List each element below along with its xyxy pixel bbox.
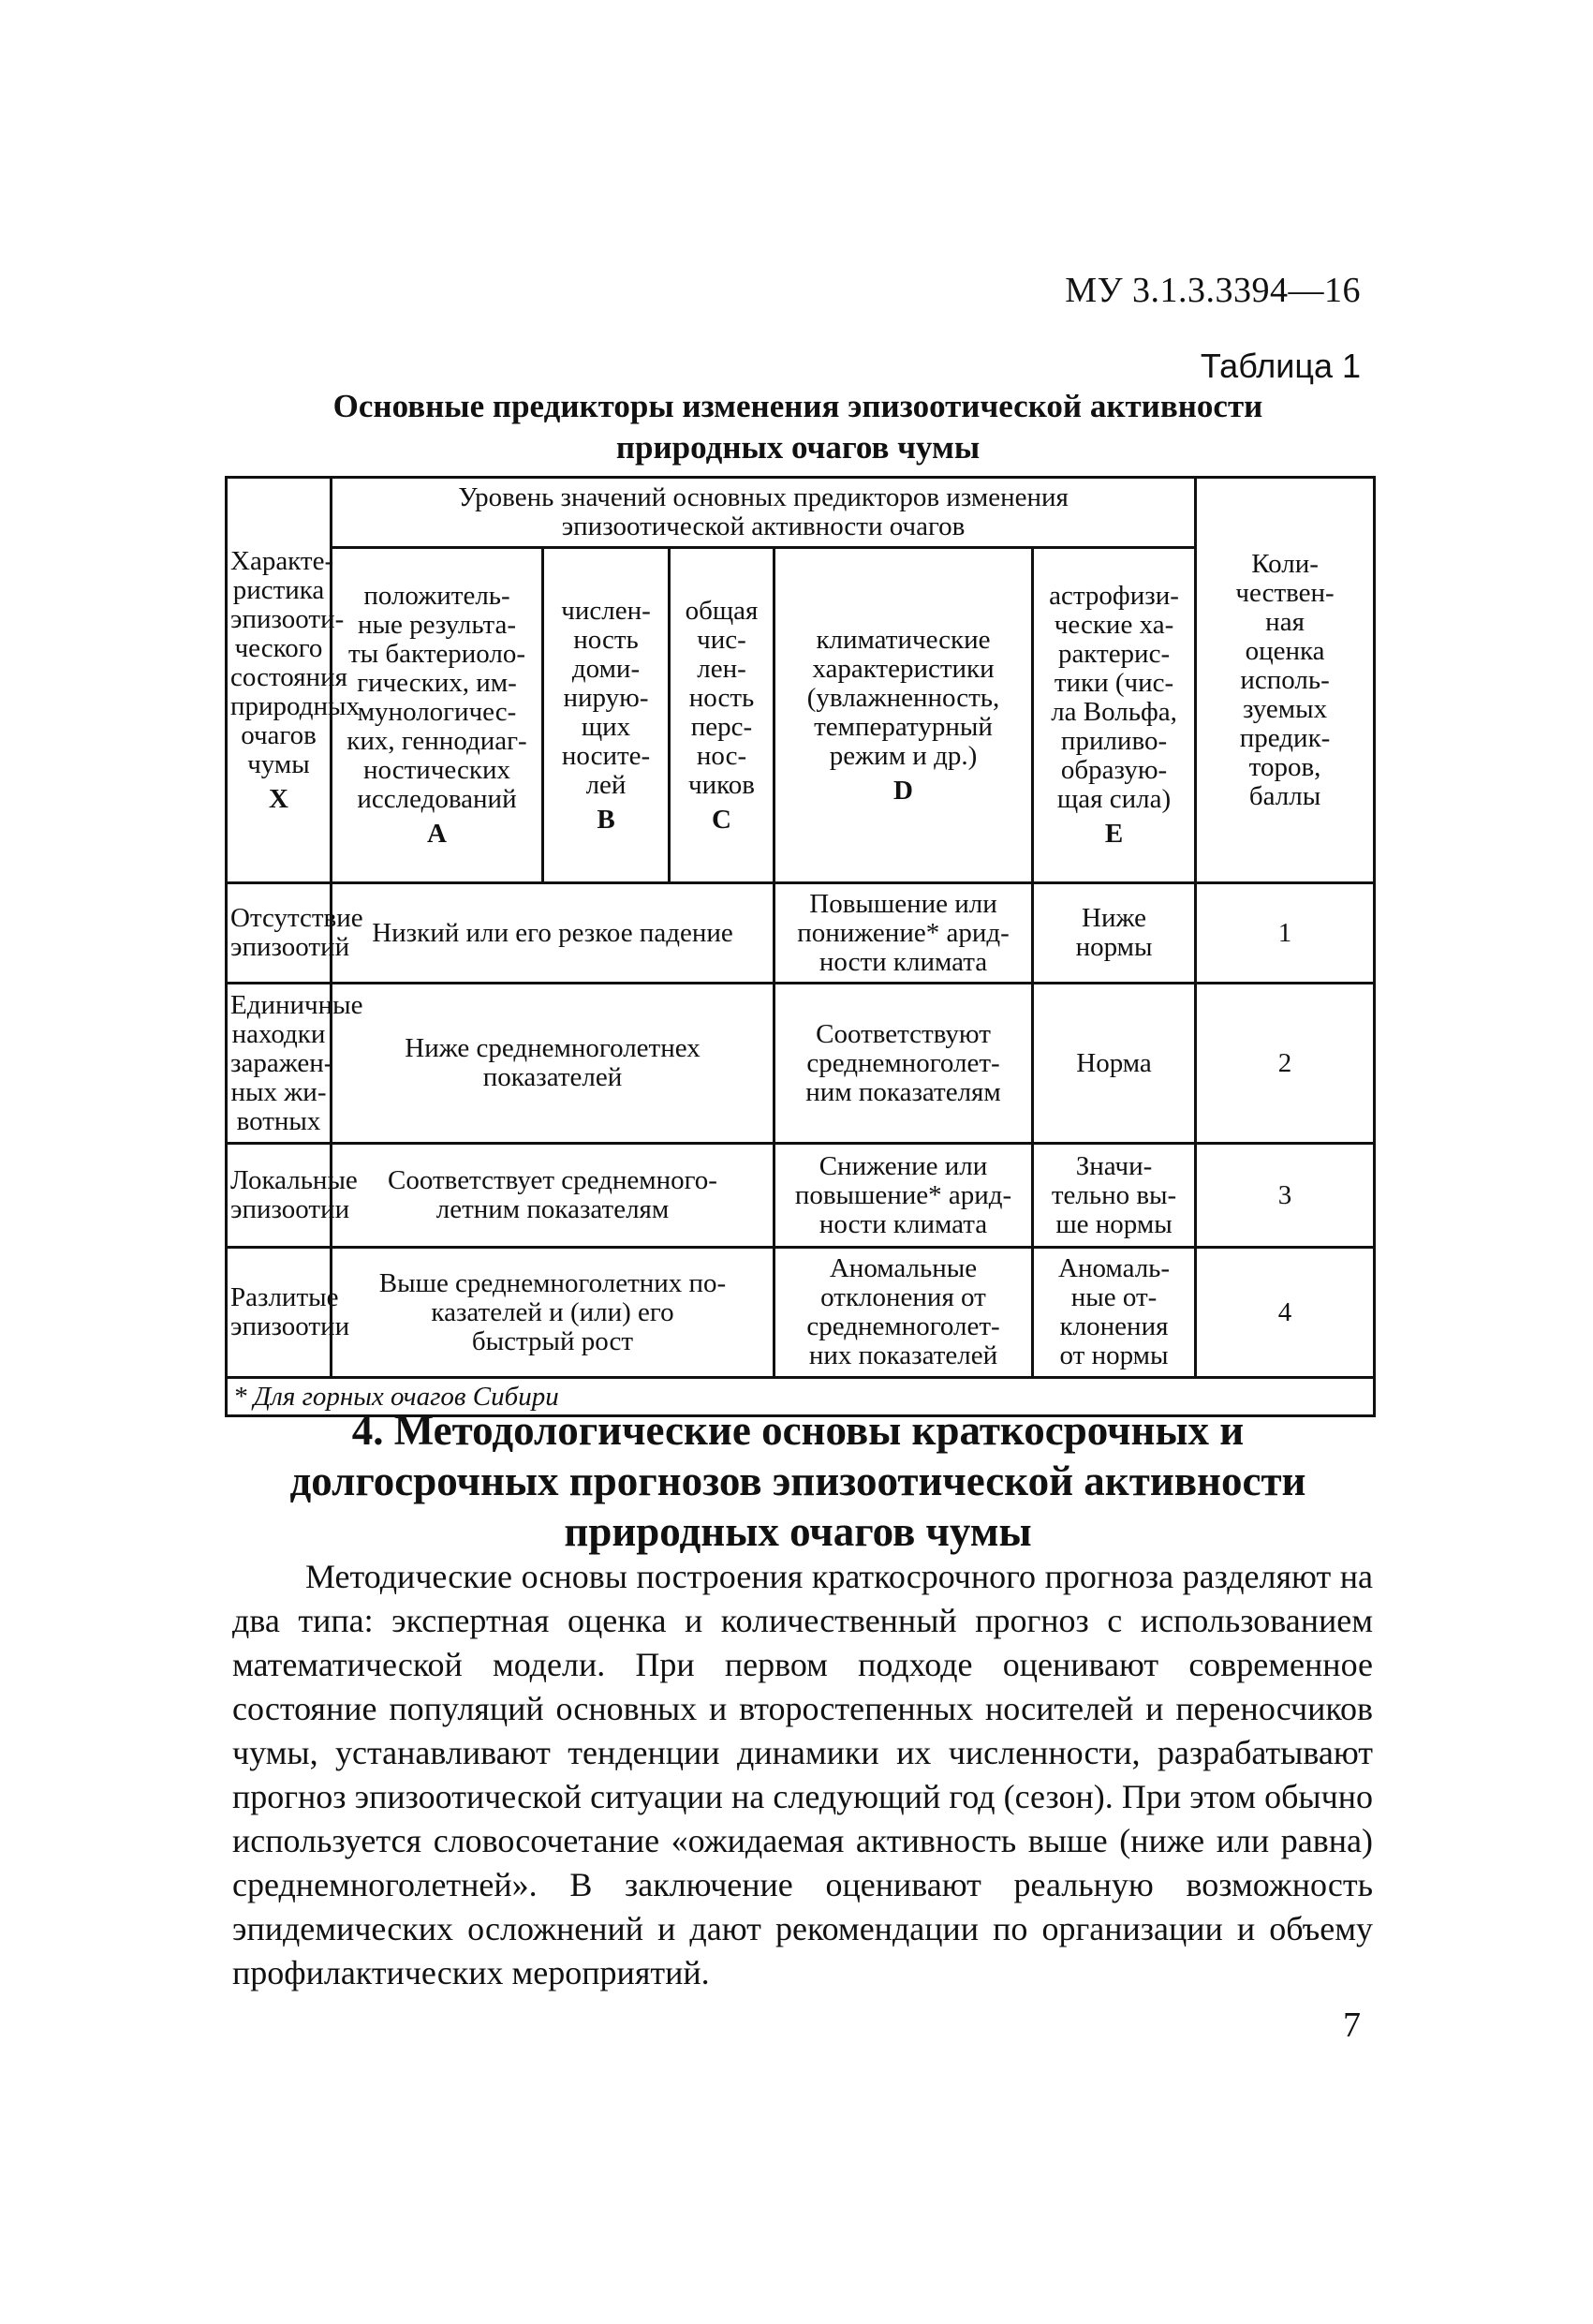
header-cell-b (543, 548, 670, 883)
cell-climate: Аномальные отклонения от среднемноголет- них показателей (774, 1248, 1033, 1378)
header-x-text: Характе- ристика эпизооти- ческого состояния природных очагов чумы (230, 545, 360, 779)
table-header-row (227, 478, 1375, 548)
cell-climate: Снижение или повышение* арид- ности климата (774, 1144, 1033, 1248)
header-cell-x (227, 478, 360, 883)
header-cell-score: Коли- чествен- ная оценка исполь- зуемых предик- торов, баллы (1196, 478, 1375, 883)
cell-abc: Низкий или его резкое падение (332, 883, 774, 984)
cell-state: Отсутствие эпизоотий (227, 883, 332, 984)
table-label: Таблица 1 (1200, 347, 1361, 385)
predictors-table (225, 476, 1376, 1417)
cell-score: 2 (1196, 984, 1375, 1144)
header-d-text: климатические характеристики (увлажненность, температурный режим и др.) (806, 624, 1000, 771)
cell-score: 4 (1196, 1248, 1375, 1378)
cell-abc: Соответствует среднемного- летним показателям (332, 1144, 774, 1248)
cell-state: Единичные находки заражен- ных жи- вотных (227, 984, 332, 1144)
cell-astro: Ниже нормы (1033, 883, 1196, 984)
cell-astro: Значи- тельно вы- ше нормы (1033, 1144, 1196, 1248)
cell-astro: Норма (1033, 984, 1196, 1144)
cell-score: 3 (1196, 1144, 1375, 1248)
cell-climate: Повышение или понижение* арид- ности климата (774, 883, 1033, 984)
document-code: МУ 3.1.3.3394—16 (1065, 271, 1361, 310)
column-letter-d: D (893, 775, 913, 806)
cell-astro: Аномаль- ные от- клонения от нормы (1033, 1248, 1196, 1378)
column-letter-e: E (1104, 819, 1124, 849)
column-letter-a: A (427, 819, 447, 849)
table-row (227, 1248, 1375, 1378)
cell-score: 1 (1196, 883, 1375, 984)
cell-climate: Соответствуют среднемноголет- ним показателям (774, 984, 1033, 1144)
section-heading: 4. Методологические основы краткосрочных и долгосрочных прогнозов эпизоотической активности природных очагов чумы (289, 1407, 1306, 1555)
section-paragraph: Методические основы построения краткосрочного прогноза разделяют на два типа: экспертная оценка и количественный прогноз с использованием математической модели. При первом подходе оценивают современное состояние популяций основных и второстепенных носителей и переносчиков чумы, устанавливают тенденции динамики их численности, разрабатывают прогноз эпизоотической ситуации на следующий год (сезон). При этом обычно используется словосочетание «ожидаемая активность выше (ниже или равна) среднемноголетней». В заключение оценивают реальную возможность эпидемических осложнений и дают рекомендации по организации и объему профилактических мероприятий. (232, 1558, 1373, 1991)
header-cell-e (1033, 548, 1196, 883)
table-row (227, 1144, 1375, 1248)
header-cell-d (774, 548, 1033, 883)
column-letter-x: X (269, 783, 288, 814)
page-number: 7 (1343, 2006, 1361, 2045)
table-footnote: * Для горных очагов Сибири (227, 1378, 1375, 1416)
cell-state: Разлитые эпизоотии (227, 1248, 332, 1378)
header-b-text: числен- ность доми- нирую- щих носите- лей (561, 595, 651, 800)
column-letter-c: C (712, 804, 731, 835)
table-row (227, 984, 1375, 1144)
header-cell-a (332, 548, 543, 883)
column-letter-b: B (597, 804, 615, 835)
header-c-text: общая чис- лен- ность перс- нос- чиков (685, 595, 759, 800)
cell-state: Локальные эпизоотии (227, 1144, 332, 1248)
header-group-cell: Уровень значений основных предикторов изменения эпизоотической активности очагов (332, 478, 1196, 548)
cell-abc: Ниже среднемноголетнех показателей (332, 984, 774, 1144)
table-title: Основные предикторы изменения эпизоотической активности природных очагов чумы (332, 388, 1263, 466)
header-cell-c (670, 548, 774, 883)
cell-abc: Выше среднемноголетних по- казателей и (или) его быстрый рост (332, 1248, 774, 1378)
header-a-text: положитель- ные результа- ты бактериоло- гических, им- мунологичес- ких, геннодиаг- ностических исследований (347, 581, 527, 814)
header-e-text: астрофизи- ческие ха- рактерис- тики (чис- ла Вольфа, приливо- образую- щая сила) (1049, 581, 1179, 814)
table-row (227, 883, 1375, 984)
